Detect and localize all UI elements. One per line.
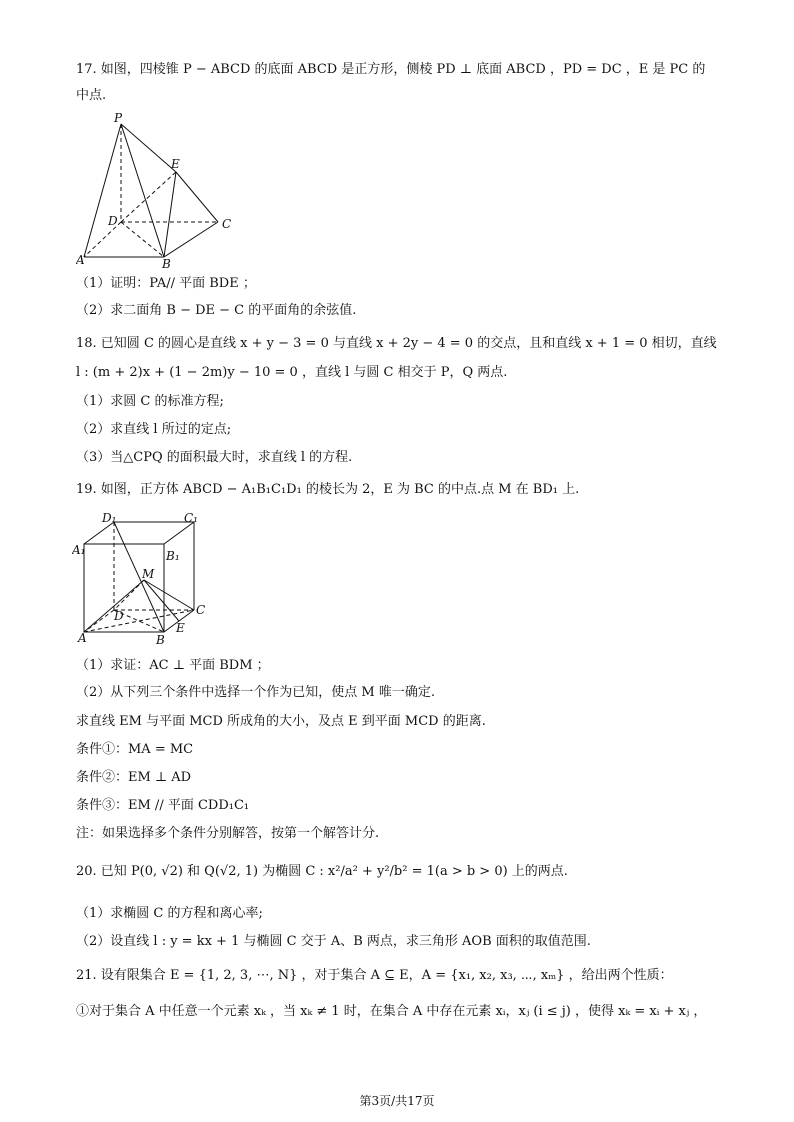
problem-19-note: 注：如果选择多个条件分别解答，按第一个解答计分. bbox=[76, 826, 380, 841]
fig2-label-A: A bbox=[78, 631, 87, 645]
problem-20-part-2: （2）设直线 l : y = kx + 1 与椭圆 C 交于 A、B 两点，求三角形 AOB 面积的取值范围. bbox=[76, 934, 591, 949]
fig2-label-C1: C₁ bbox=[184, 512, 198, 525]
problem-19-condition-1: 条件①：MA = MC bbox=[76, 742, 194, 757]
fig1-label-E: E bbox=[171, 157, 180, 171]
page-number-footer: 第3页/共17页 bbox=[359, 1094, 435, 1108]
problem-17-part-1: （1）证明：PA// 平面 BDE ； bbox=[76, 276, 256, 291]
fig2-label-E: E bbox=[176, 621, 185, 635]
problem-21-property-1: ①对于集合 A 中任意一个元素 xₖ ，当 xₖ ≠ 1 时，在集合 A 中存在元素 xᵢ，xⱼ (i ≤ j) ，使得 xₖ = xᵢ + xⱼ ， bbox=[76, 1004, 707, 1019]
fig2-label-D: D bbox=[114, 609, 124, 623]
problem-20-part-1: （1）求椭圆 C 的方程和离心率; bbox=[76, 906, 263, 921]
fig2-label-C: C bbox=[196, 603, 206, 617]
problem-19-part-2: （2）从下列三个条件中选择一个作为已知，使点 M 唯一确定. bbox=[76, 685, 435, 700]
fig2-label-D1: D₁ bbox=[102, 512, 117, 525]
fig2-label-B: B bbox=[156, 633, 165, 647]
problem-18-part-3: （3）当△CPQ 的面积最大时，求直线 l 的方程. bbox=[76, 450, 353, 465]
problem-17-line-1: 17. 如图，四棱锥 P − ABCD 的底面 ABCD 是正方形，侧棱 PD ⊥ 底面 ABCD ，PD = DC ，E 是 PC 的 bbox=[76, 62, 706, 77]
cube-figure bbox=[72, 512, 212, 648]
problem-17-part-2: （2）求二面角 B − DE − C 的平面角的余弦值. bbox=[76, 303, 357, 318]
problem-19-line-1: 19. 如图，正方体 ABCD − A₁B₁C₁D₁ 的棱长为 2，E 为 BC 的中点.点 M 在 BD₁ 上. bbox=[76, 482, 580, 497]
problem-18-part-1: （1）求圆 C 的标准方程; bbox=[76, 394, 224, 409]
fig2-label-M: M bbox=[142, 567, 155, 581]
fig1-label-C: C bbox=[222, 217, 232, 231]
problem-17-line-2: 中点. bbox=[76, 88, 107, 103]
problem-21-line-1: 21. 设有限集合 E = {1, 2, 3, ⋯, N} ，对于集合 A ⊆ E，A = {x₁, x₂, x₃, ⋯, xₘ} ，给出两个性质： bbox=[76, 968, 673, 983]
problem-20-line-1: 20. 已知 P(0, √2) 和 Q(√2, 1) 为椭圆 C : x²/a² + y²/b² = 1(a > b > 0) 上的两点. bbox=[76, 864, 568, 879]
problem-19-question: 求直线 EM 与平面 MCD 所成角的大小，及点 E 到平面 MCD 的距离. bbox=[76, 714, 486, 729]
problem-18-part-2: （2）求直线 l 所过的定点; bbox=[76, 422, 232, 437]
fig1-label-B: B bbox=[162, 257, 171, 271]
problem-19-condition-2: 条件②：EM ⊥ AD bbox=[76, 770, 192, 785]
fig2-label-A1: A₁ bbox=[72, 543, 86, 557]
problem-19-part-1: （1）求证：AC ⊥ 平面 BDM ； bbox=[76, 658, 270, 673]
problem-19-condition-3: 条件③：EM // 平面 CDD₁C₁ bbox=[76, 798, 250, 813]
fig1-label-P: P bbox=[114, 112, 123, 125]
problem-18-line-1: 18. 已知圆 C 的圆心是直线 x + y − 3 = 0 与直线 x + 2y − 4 = 0 的交点，且和直线 x + 1 = 0 相切，直线 bbox=[76, 336, 717, 351]
pyramid-figure bbox=[76, 112, 246, 272]
fig1-label-D: D bbox=[108, 214, 118, 228]
fig2-label-B1: B₁ bbox=[166, 549, 180, 563]
fig1-label-A: A bbox=[76, 253, 85, 267]
problem-18-line-2: l : (m + 2)x + (1 − 2m)y − 10 = 0 ，直线 l 与圆 C 相交于 P，Q 两点. bbox=[76, 365, 508, 380]
